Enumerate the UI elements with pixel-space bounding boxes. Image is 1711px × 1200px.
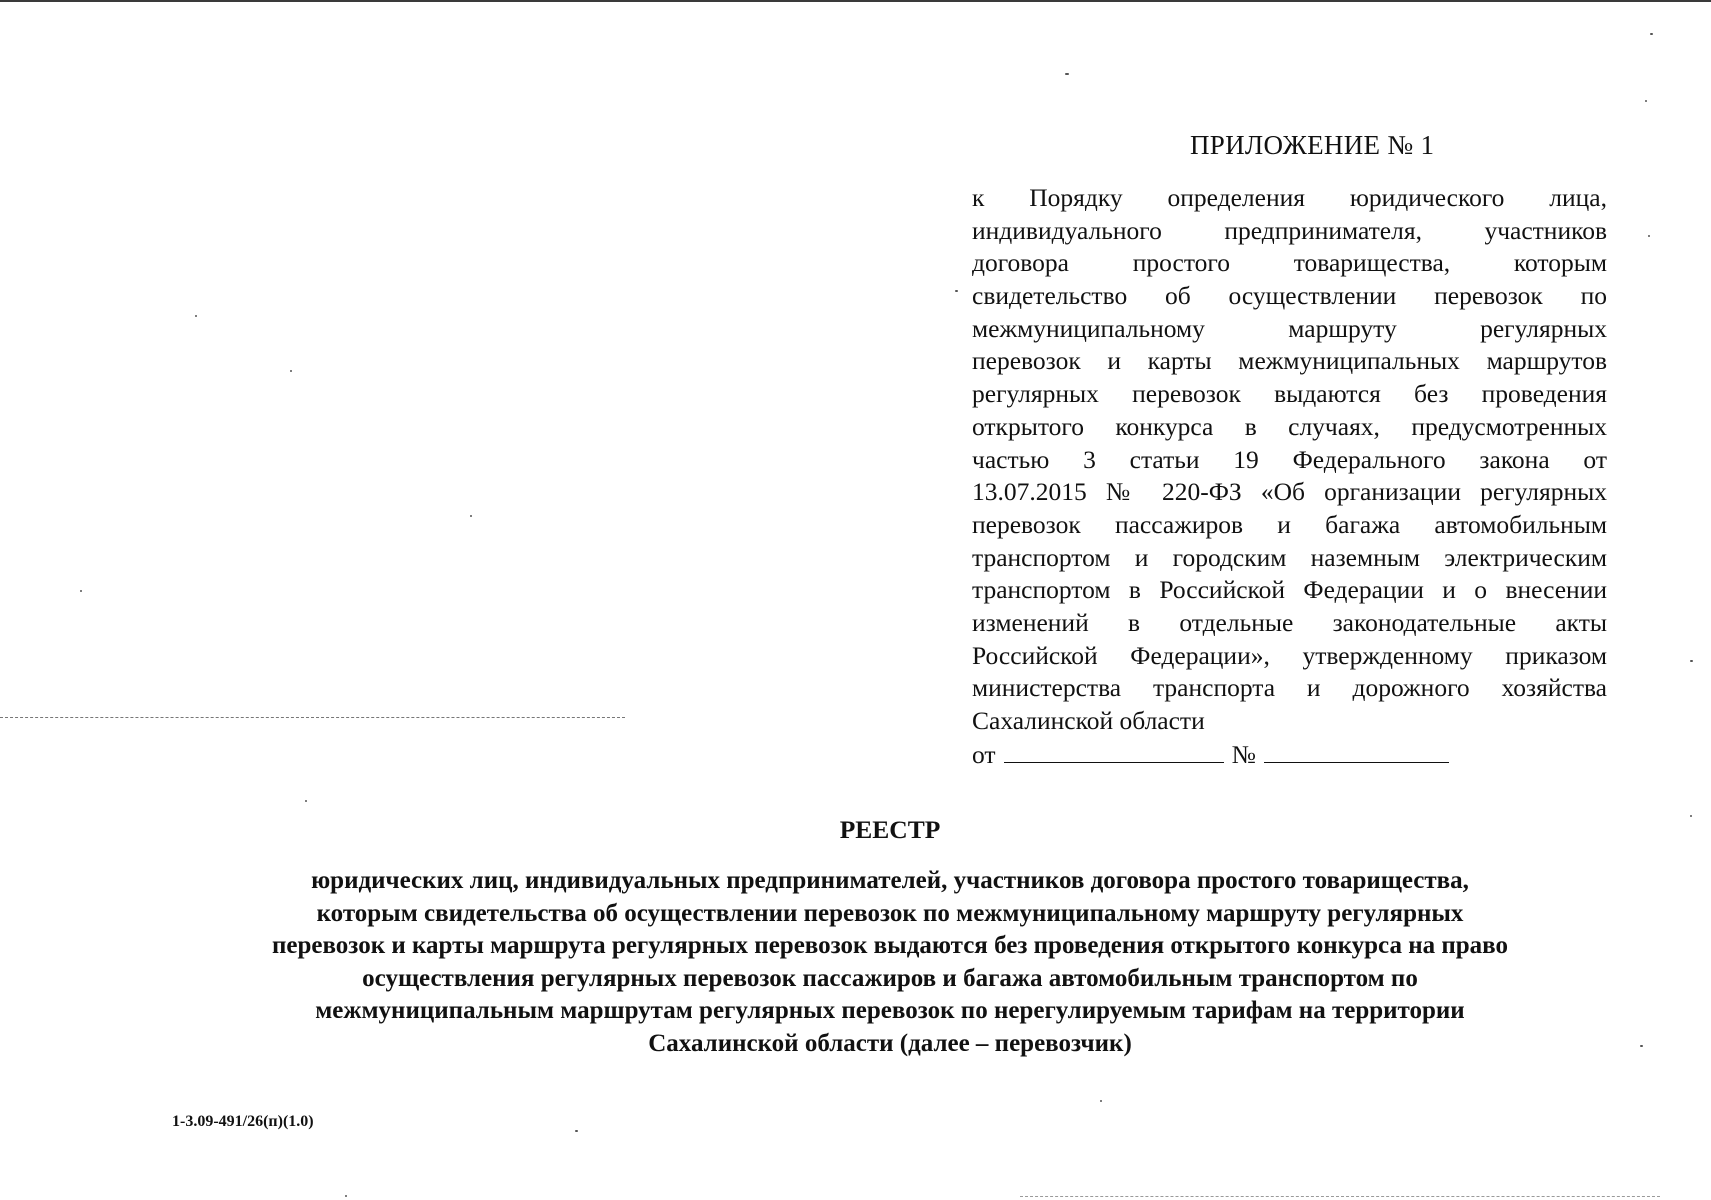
scan-fold-line: [0, 717, 625, 718]
appendix-reference: [972, 740, 1449, 770]
appendix-line: регулярных перевозок выдаются без проведения: [972, 379, 1607, 409]
scan-speck: [1690, 660, 1693, 662]
appendix-line: транспортом в Российской Федерации и о внесении: [972, 575, 1607, 605]
scan-speck: [575, 1130, 578, 1132]
number-blank-line: [1264, 740, 1449, 763]
appendix-line: договора простого товарищества, которым: [972, 248, 1607, 278]
scan-speck: [1690, 815, 1692, 817]
registry-line: которым свидетельства об осуществлении перевозок по межмуниципальному маршруту регулярных: [316, 899, 1464, 927]
appendix-line: изменений в отдельные законодательные акты: [972, 607, 1607, 637]
appendix-line: частью 3 статьи 19 Федерального закона от: [972, 444, 1607, 474]
date-blank-line: [1004, 740, 1224, 763]
scan-speck: [470, 515, 472, 517]
appendix-line: межмуниципальному маршруту регулярных: [972, 313, 1607, 343]
appendix-line: открытого конкурса в случаях, предусмотренных: [972, 411, 1607, 441]
appendix-line: к Порядку определения юридического лица,: [972, 183, 1607, 212]
scan-speck: [1650, 33, 1653, 35]
scan-bottom-edge: [1020, 1196, 1660, 1197]
appendix-line: транспортом и городским наземным электрическим: [972, 542, 1607, 572]
scan-speck: [1640, 1045, 1643, 1047]
scan-speck: [305, 800, 307, 802]
appendix-line: свидетельство об осуществлении перевозок по: [972, 281, 1607, 311]
appendix-line: Российской Федерации», утвержденному приказом: [972, 640, 1607, 670]
ref-number-label: №: [1231, 740, 1256, 769]
scan-speck: [1645, 100, 1647, 102]
appendix-line: перевозок и карты межмуниципальных маршрутов: [972, 346, 1607, 376]
appendix-line: перевозок пассажиров и багажа автомобильным: [972, 509, 1607, 539]
appendix-body: [972, 182, 1607, 738]
registry-line: юридических лиц, индивидуальных предпринимателей, участников договора простого товарищества,: [311, 867, 1469, 894]
appendix-title: ПРИЛОЖЕНИЕ № 1: [1190, 130, 1435, 160]
scan-speck: [1100, 1100, 1102, 1102]
registry-line: перевозок и карты маршрута регулярных перевозок выдаются без проведения открытого конкурса на право: [271, 932, 1509, 959]
scan-speck: [290, 370, 292, 372]
scan-speck: [195, 315, 197, 317]
document-code: 1-3.09-491/26(п)(1.0): [172, 1113, 314, 1130]
registry-line: Сахалинской области (далее – перевозчик): [648, 1029, 1132, 1057]
scan-speck: [955, 290, 958, 292]
page-top-edge: [0, 0, 1711, 2]
appendix-line: 13.07.2015 № 220-ФЗ «Об организации регулярных: [972, 477, 1607, 507]
registry-line: осуществления регулярных перевозок пассажиров и багажа автомобильным транспортом по: [362, 964, 1418, 992]
ref-from-label: от: [972, 740, 996, 769]
scan-speck: [345, 1195, 347, 1197]
registry-title: РЕЕСТР: [839, 815, 941, 844]
appendix-line: министерства транспорта и дорожного хозяйства: [972, 673, 1607, 703]
registry-description: [160, 865, 1620, 1060]
registry-line: межмуниципальным маршрутам регулярных перевозок по нерегулируемым тарифам на территории: [315, 997, 1465, 1024]
scan-speck: [1648, 235, 1650, 237]
scan-speck: [1065, 73, 1069, 75]
appendix-line: Сахалинской области: [972, 706, 1205, 735]
scan-speck: [80, 590, 82, 592]
appendix-line: индивидуального предпринимателя, участников: [972, 215, 1607, 245]
